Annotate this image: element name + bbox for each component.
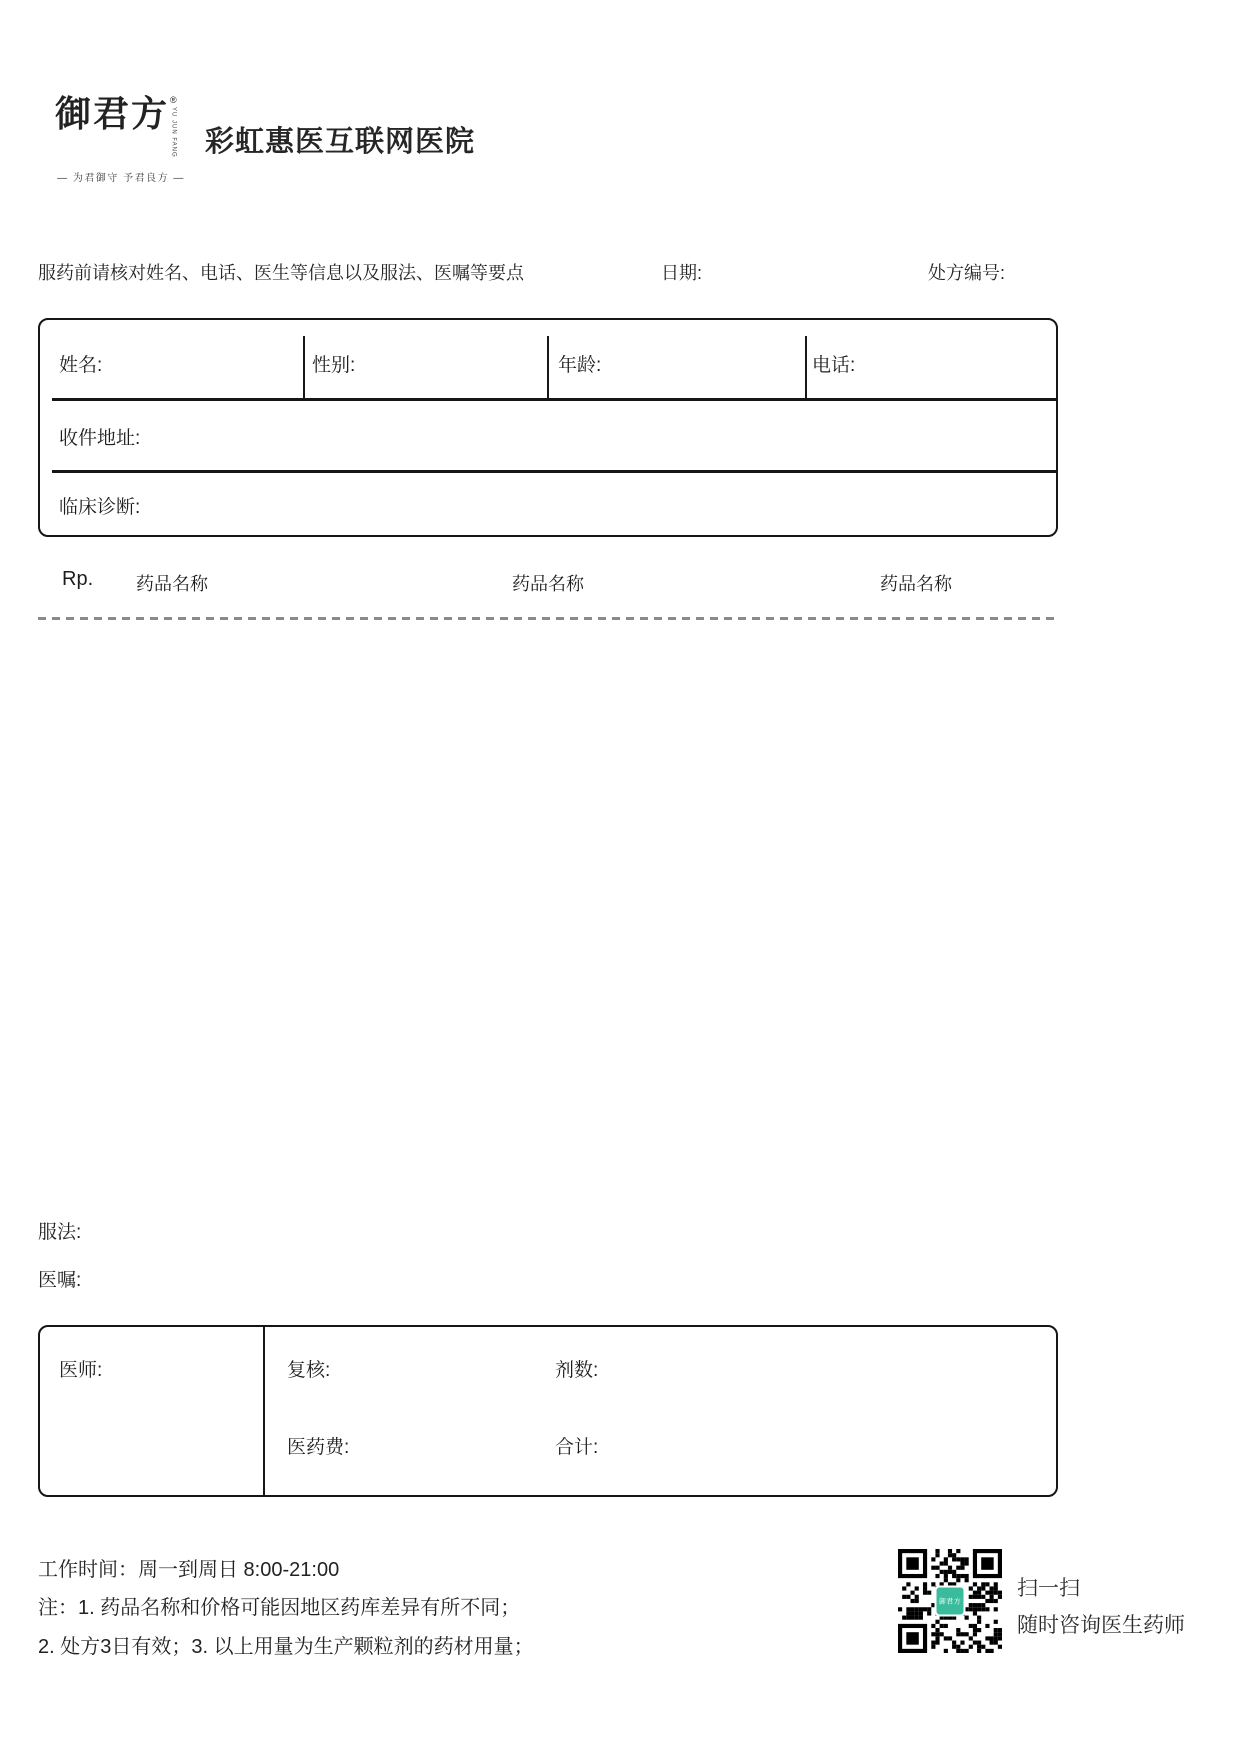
hospital-title: 彩虹惠医互联网医院 — [205, 126, 476, 158]
phone-label: 电话: — [812, 355, 856, 376]
scan-subtitle: 随时咨询医生药师 — [1017, 1614, 1185, 1637]
name-label: 姓名: — [59, 355, 103, 376]
drug-column-header: 药品名称 — [136, 574, 208, 594]
registered-mark-icon: ® — [170, 95, 177, 105]
medicine-fee-label: 医药费: — [287, 1437, 350, 1458]
signature-box — [38, 1325, 1058, 1497]
advice-label: 医嘱: — [38, 1270, 82, 1291]
usage-label: 服法: — [38, 1222, 82, 1243]
qr-code — [898, 1549, 1002, 1653]
field-divider — [805, 336, 807, 398]
age-label: 年龄: — [558, 355, 602, 376]
address-label: 收件地址: — [59, 428, 141, 449]
patient-row-basic — [40, 320, 1056, 398]
row-separator — [52, 398, 1057, 401]
gender-label: 性别: — [312, 355, 356, 376]
row-separator — [52, 470, 1057, 473]
patient-info-box — [38, 318, 1058, 537]
dashed-divider — [38, 617, 1058, 620]
qr-center-logo: 御君方 — [935, 1586, 966, 1617]
work-hours-text: 工作时间：周一到周日 8:00-21:00 — [38, 1559, 340, 1581]
dose-count-label: 剂数: — [555, 1360, 599, 1381]
date-label: 日期: — [661, 263, 703, 283]
precheck-notice: 服药前请核对姓名、电话、医生等信息以及服法、医嘱等要点 — [38, 263, 524, 283]
scan-title: 扫一扫 — [1017, 1577, 1080, 1600]
field-divider — [547, 336, 549, 398]
note-line-2: 2. 处方3日有效；3. 以上用量为生产颗粒剂的药材用量； — [38, 1636, 534, 1658]
field-divider — [263, 1327, 265, 1495]
drug-column-header: 药品名称 — [880, 574, 952, 594]
doctor-label: 医师: — [59, 1360, 103, 1381]
rp-label: Rp. — [62, 568, 94, 590]
brand-vertical-text: YU JUN FANG — [170, 107, 177, 158]
total-label: 合计: — [555, 1437, 599, 1458]
review-label: 复核: — [287, 1360, 331, 1381]
note-line-1: 注：1. 药品名称和价格可能因地区药库差异有所不同； — [38, 1597, 521, 1619]
field-divider — [303, 336, 305, 398]
brand-tagline: — 为君御守 予君良方 — — [57, 172, 185, 184]
diagnosis-label: 临床诊断: — [59, 497, 141, 518]
brand-logo — [55, 93, 195, 184]
brand-name: 御君方 — [55, 93, 170, 135]
prescription-number-label: 处方编号: — [928, 263, 1006, 283]
drug-column-header: 药品名称 — [512, 574, 584, 594]
